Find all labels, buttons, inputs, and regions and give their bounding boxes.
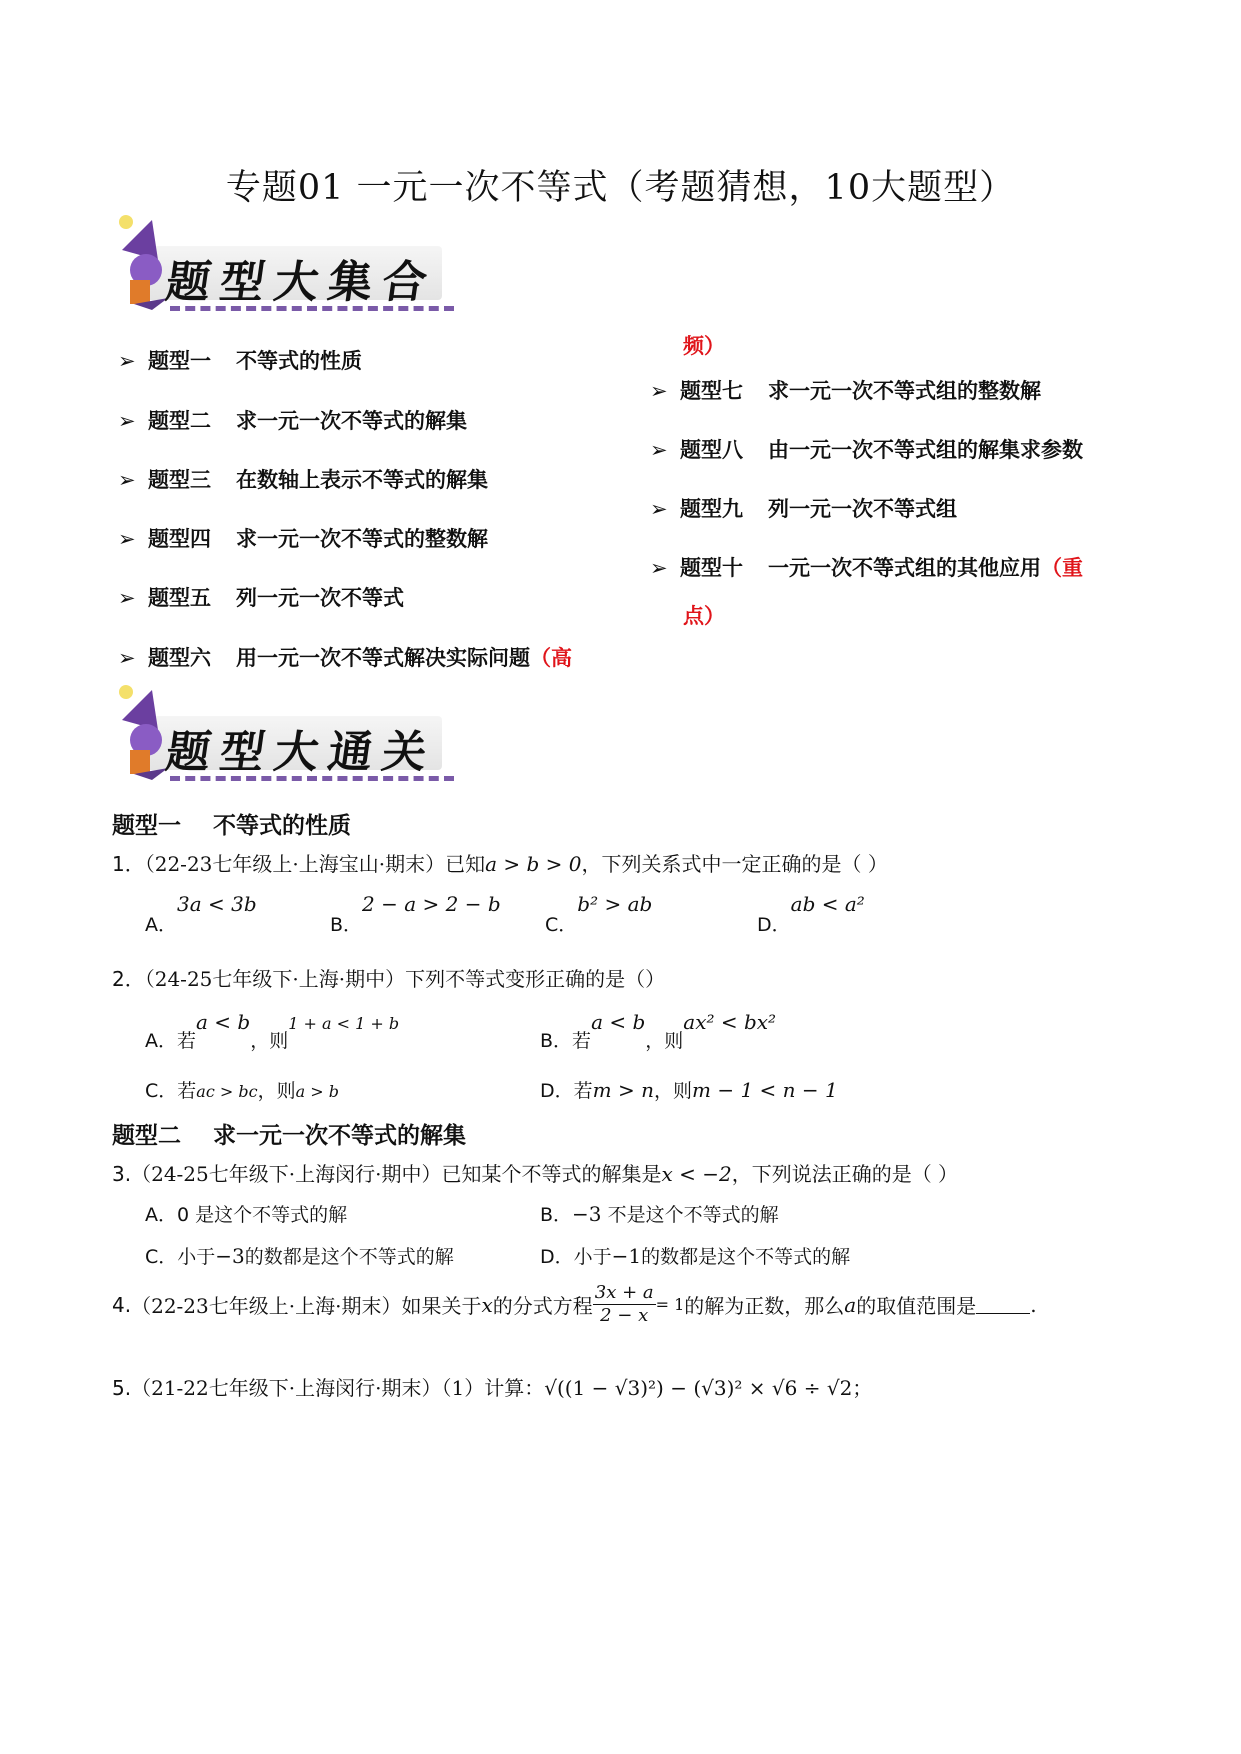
question-5: 5.（21-22七年级下·上海闵行·期末）（1）计算：√((1 − √3)²) − (√3)² × √6 ÷ √2；: [112, 1376, 873, 1400]
toc-item[interactable]: ➢ 题型七 求一元一次不等式组的整数解: [650, 379, 1041, 403]
banner-title: 题型大通关: [162, 727, 440, 778]
toc-item[interactable]: ➢ 题型三 在数轴上表示不等式的解集: [118, 468, 488, 492]
question-4: 4. （22-23七年级上·上海·期末）如果关于 x 的分式方程 $\frac{3x + a}{2 - x}$ = 1 的解为正数，那么 a 的取值范围是 .: [112, 1282, 1037, 1326]
option-a[interactable]: A．0 是这个不等式的解: [145, 1204, 348, 1226]
section-heading: 题型二 求一元一次不等式的解集: [112, 1123, 467, 1149]
toc-item[interactable]: ➢ 题型六 用一元一次不等式解决实际问题（高: [118, 646, 572, 670]
toc-item[interactable]: ➢ 题型十 一元一次不等式组的其他应用（重: [650, 556, 1083, 580]
option-c[interactable]: C．若ac > bc，则a > b: [145, 1080, 339, 1102]
section-banner-practice: [112, 680, 462, 795]
option-b[interactable]: B．2 − a > 2 − b: [330, 892, 501, 936]
arrow-icon: ➢: [118, 527, 136, 551]
toc-item[interactable]: ➢ 题型五 列一元一次不等式: [118, 586, 404, 610]
arrow-icon: ➢: [118, 646, 136, 670]
toc-item[interactable]: ➢ 题型四 求一元一次不等式的整数解: [118, 527, 488, 551]
option-a[interactable]: A．3a < 3b: [145, 892, 257, 936]
arrow-icon: ➢: [650, 438, 668, 462]
question-2-options: [145, 1008, 1105, 1118]
option-d[interactable]: D．若m > n，则m − 1 < n − 1: [540, 1078, 838, 1102]
arrow-icon: ➢: [118, 586, 136, 610]
toc-item[interactable]: ➢ 题型二 求一元一次不等式的解集: [118, 409, 467, 433]
question-3-options: [145, 1200, 1105, 1290]
page-title: 专题01 一元一次不等式（考题猜想，10大题型）: [225, 168, 1016, 208]
section-banner-collection: [112, 210, 462, 325]
option-a[interactable]: A．若a < b，则1 + a < 1 + b: [145, 1010, 400, 1052]
fraction: $\frac{3x + a}{2 - x}$: [594, 1282, 654, 1326]
question-2: 2．（24-25七年级下·上海·期中）下列不等式变形正确的是（）: [112, 967, 666, 991]
option-b[interactable]: B．若a < b，则ax² < bx²: [540, 1010, 777, 1052]
toc-continuation: 点）: [683, 604, 725, 628]
option-c[interactable]: C．b² > ab: [545, 892, 653, 936]
arrow-icon: ➢: [118, 349, 136, 373]
banner-title: 题型大集合: [162, 257, 440, 308]
arrow-icon: ➢: [118, 468, 136, 492]
question-3: 3.（24-25七年级下·上海闵行·期中）已知某个不等式的解集是x < −2，下列说法正确的是（ ）: [112, 1162, 959, 1186]
option-d[interactable]: D．ab < a²: [757, 892, 865, 936]
question-1: 1．（22-23七年级上·上海宝山·期末）已知a > b > 0，下列关系式中一定正确的是（ ）: [112, 852, 888, 876]
option-c[interactable]: C．小于−3的数都是这个不等式的解: [145, 1244, 454, 1268]
toc-continuation: 频）: [683, 334, 725, 358]
answer-blank[interactable]: [976, 1295, 1030, 1314]
arrow-icon: ➢: [650, 556, 668, 580]
option-d[interactable]: D．小于−1的数都是这个不等式的解: [540, 1244, 851, 1268]
toc-item[interactable]: ➢ 题型八 由一元一次不等式组的解集求参数: [650, 438, 1083, 462]
arrow-icon: ➢: [118, 409, 136, 433]
arrow-icon: ➢: [650, 379, 668, 403]
option-b[interactable]: B．−3 不是这个不等式的解: [540, 1202, 779, 1226]
toc-item[interactable]: ➢ 题型一 不等式的性质: [118, 349, 362, 373]
math-expression: √((1 − √3)²) − (√3)² × √6 ÷ √2: [544, 1376, 853, 1400]
question-1-options: [145, 890, 1105, 940]
toc-item[interactable]: ➢ 题型九 列一元一次不等式组: [650, 497, 957, 521]
section-heading: 题型一 不等式的性质: [112, 813, 352, 839]
arrow-icon: ➢: [650, 497, 668, 521]
